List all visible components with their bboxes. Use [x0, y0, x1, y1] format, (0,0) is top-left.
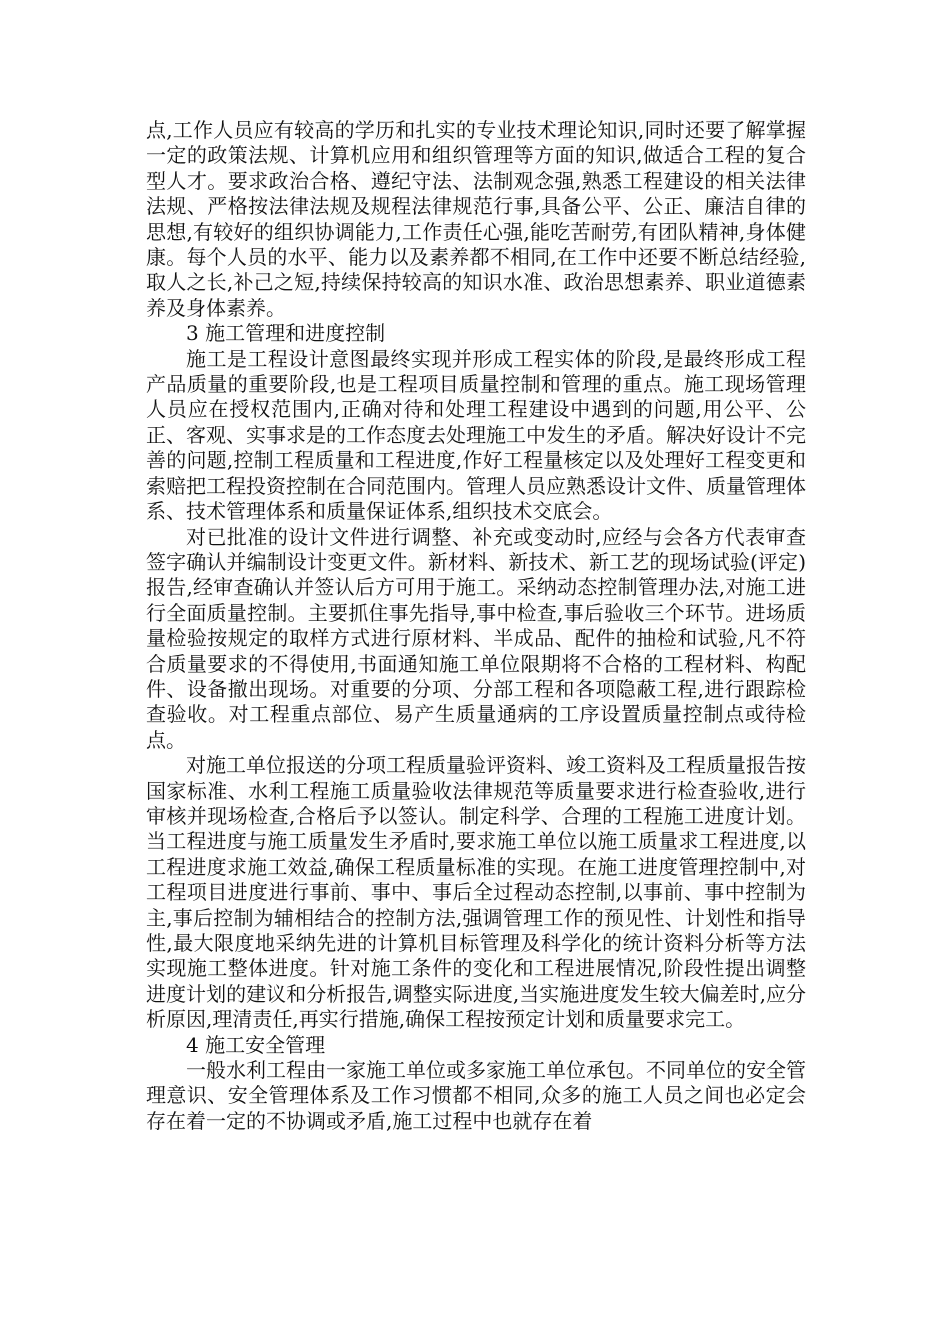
paragraph-construction-phase: 施工是工程设计意图最终实现并形成工程实体的阶段,是最终形成工程产品质量的重要阶段,也是工程项目质量控制和管理的重点。施工现场管理人员应在授权范围内,正确对待和处理工程建设中遇到的问题,用公平、公正、客观、实事求是的工作态度去处理施工中发生的矛盾。解决好设计不完善的问题,控制工程质量和工程进度,作好工程量核定以及处理好工程变更和索赔把工程投资控制在合同范围内。管理人员应熟悉设计文件、质量管理体系、技术管理体系和质量保证体系,组织技术交底会。	[146, 346, 806, 524]
document-page	[146, 118, 806, 1134]
paragraph-quality-acceptance-schedule: 对施工单位报送的分项工程质量验评资料、竣工资料及工程质量报告按国家标准、水利工程施工质量验收法律规范等质量要求进行检查验收,进行审核并现场检查,合格后予以签认。制定科学、合理的工程施工进度计划。当工程进度与施工质量发生矛盾时,要求施工单位以施工质量求工程进度,以工程进度求施工效益,确保工程质量标准的实现。在施工进度管理控制中,对工程项目进度进行事前、事中、事后全过程动态控制,以事前、事中控制为主,事后控制为辅相结合的控制方法,强调管理工作的预见性、计划性和指导性,最大限度地采纳先进的计算机目标管理及科学化的统计资料分析等方法实现施工整体进度。针对施工条件的变化和工程进展情况,阶段性提出调整进度计划的建议和分析报告,调整实际进度,当实施进度发生较大偏差时,应分析原因,理清责任,再实行措施,确保工程按预定计划和质量要求完工。	[146, 753, 806, 1032]
paragraph-design-changes: 对已批准的设计文件进行调整、补充或变动时,应经与会各方代表审查签字确认并编制设计变更文件。新材料、新技术、新工艺的现场试验(评定)报告,经审查确认并签认后方可用于施工。采纳动态控制管理办法,对施工进行全面质量控制。主要抓住事先指导,事中检查,事后验收三个环节。进场质量检验按规定的取样方式进行原材料、半成品、配件的抽检和试验,凡不符合质量要求的不得使用,书面通知施工单位限期将不合格的工程材料、构配件、设备撤出现场。对重要的分项、分部工程和各项隐蔽工程,进行跟踪检查验收。对工程重点部位、易产生质量通病的工序设置质量控制点或待检点。	[146, 524, 806, 752]
paragraph-continued-staff-qualities: 点,工作人员应有较高的学历和扎实的专业技术理论知识,同时还要了解掌握一定的政策法规、计算机应用和组织管理等方面的知识,做适合工程的复合型人才。要求政治合格、遵纪守法、法制观念强,熟悉工程建设的相关法律法规、严格按法律法规及规程法律规范行事,具备公平、公正、廉洁自律的思想,有较好的组织协调能力,工作责任心强,能吃苦耐劳,有团队精神,身体健康。每个人员的水平、能力以及素养都不相同,在工作中还要不断总结经验,取人之长,补己之短,持续保持较高的知识水准、政治思想素养、职业道德素养及身体素养。	[146, 118, 806, 320]
section-heading-construction-management: 3 施工管理和进度控制	[186, 321, 386, 346]
section-heading-construction-safety: 4 施工安全管理	[186, 1032, 326, 1057]
paragraph-safety-management: 一般水利工程由一家施工单位或多家施工单位承包。不同单位的安全管理意识、安全管理体系及工作习惯都不相同,众多的施工人员之间也必定会存在着一定的不协调或矛盾,施工过程中也就存在着	[146, 1058, 806, 1133]
